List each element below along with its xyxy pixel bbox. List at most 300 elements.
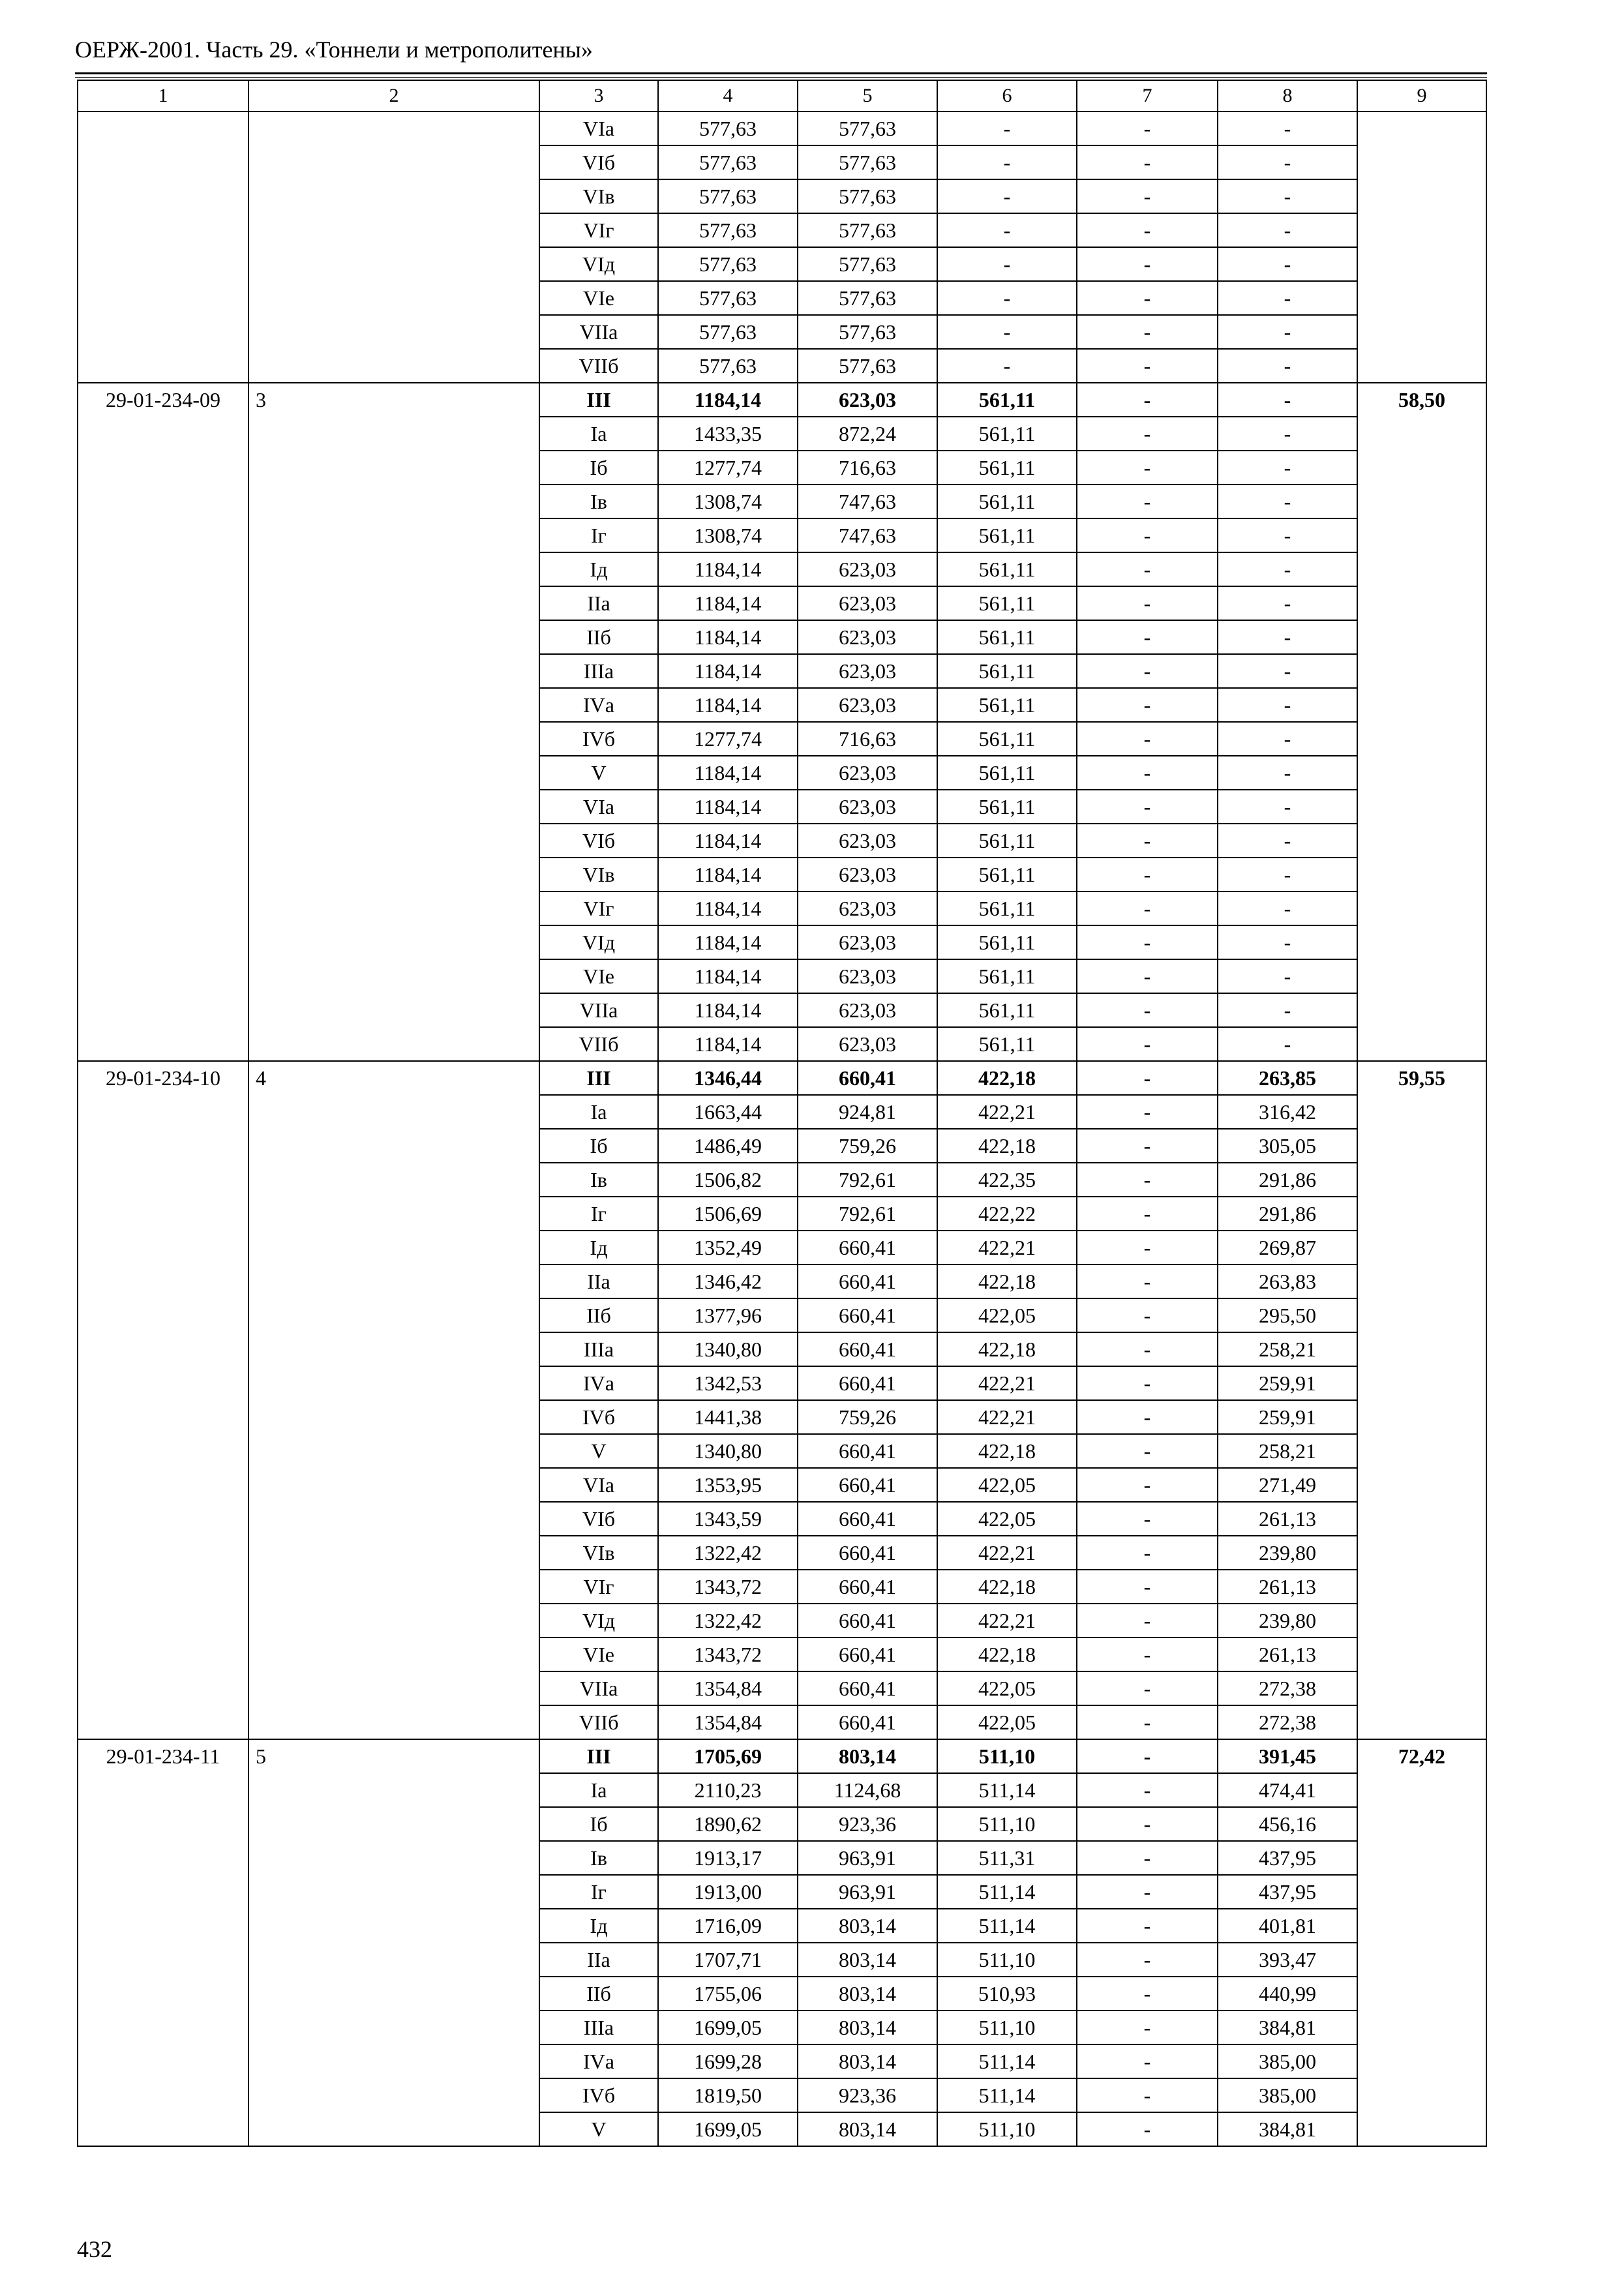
zone-cell: IIб bbox=[539, 1977, 658, 2011]
zone-cell: Iа bbox=[539, 1773, 658, 1807]
materials-cell: - bbox=[1218, 552, 1357, 586]
wages-cell: 660,41 bbox=[798, 1705, 937, 1739]
driver-wages-cell: - bbox=[1077, 1943, 1218, 1977]
wages-cell: 792,61 bbox=[798, 1163, 937, 1197]
wages-cell: 577,63 bbox=[798, 247, 937, 281]
total-cost-cell: 1184,14 bbox=[658, 586, 798, 620]
driver-wages-cell: - bbox=[1077, 688, 1218, 722]
zone-cell: III bbox=[539, 1739, 658, 1773]
wages-cell: 660,41 bbox=[798, 1061, 937, 1095]
zone-cell: VIIа bbox=[539, 315, 658, 349]
machines-cell: 422,21 bbox=[937, 1231, 1077, 1264]
machines-cell: - bbox=[937, 349, 1077, 383]
column-number: 7 bbox=[1077, 80, 1218, 112]
zone-cell: Iд bbox=[539, 1909, 658, 1943]
wages-cell: 660,41 bbox=[798, 1434, 937, 1468]
materials-cell: - bbox=[1218, 790, 1357, 824]
materials-cell: - bbox=[1218, 1027, 1357, 1061]
total-cost-cell: 1184,14 bbox=[658, 688, 798, 722]
materials-cell: 456,16 bbox=[1218, 1807, 1357, 1841]
zone-cell: VIа bbox=[539, 112, 658, 145]
total-cost-cell: 1184,14 bbox=[658, 620, 798, 654]
rates-table bbox=[77, 80, 1487, 2147]
machines-cell: 422,05 bbox=[937, 1298, 1077, 1332]
zone-cell: IVа bbox=[539, 688, 658, 722]
wages-cell: 792,61 bbox=[798, 1197, 937, 1231]
zone-cell: IIа bbox=[539, 1943, 658, 1977]
zone-cell: V bbox=[539, 756, 658, 790]
driver-wages-cell: - bbox=[1077, 1807, 1218, 1841]
driver-wages-cell: - bbox=[1077, 1875, 1218, 1909]
materials-cell: 239,80 bbox=[1218, 1604, 1357, 1638]
materials-cell: 385,00 bbox=[1218, 2044, 1357, 2078]
total-cost-cell: 1184,14 bbox=[658, 1027, 798, 1061]
zone-cell: Iд bbox=[539, 552, 658, 586]
driver-wages-cell: - bbox=[1077, 824, 1218, 858]
column-9-cell: 59,55 bbox=[1357, 1061, 1486, 1739]
wages-cell: 660,41 bbox=[798, 1231, 937, 1264]
page-header-title: ОЕРЖ-2001. Часть 29. «Тоннели и метрополитены» bbox=[75, 37, 593, 63]
machines-cell: 561,11 bbox=[937, 959, 1077, 993]
driver-wages-cell: - bbox=[1077, 959, 1218, 993]
materials-cell: 259,91 bbox=[1218, 1400, 1357, 1434]
zone-cell: Iб bbox=[539, 451, 658, 485]
machines-cell: 510,93 bbox=[937, 1977, 1077, 2011]
zone-cell: IIа bbox=[539, 1264, 658, 1298]
driver-wages-cell: - bbox=[1077, 1129, 1218, 1163]
wages-cell: 623,03 bbox=[798, 1027, 937, 1061]
materials-cell: - bbox=[1218, 824, 1357, 858]
machines-cell: - bbox=[937, 247, 1077, 281]
machines-cell: 422,18 bbox=[937, 1570, 1077, 1604]
materials-cell: 384,81 bbox=[1218, 2112, 1357, 2146]
total-cost-cell: 1184,14 bbox=[658, 756, 798, 790]
materials-cell: 295,50 bbox=[1218, 1298, 1357, 1332]
zone-cell: VIб bbox=[539, 145, 658, 179]
zone-cell: IVб bbox=[539, 2078, 658, 2112]
materials-cell: - bbox=[1218, 281, 1357, 315]
zone-cell: IVа bbox=[539, 1366, 658, 1400]
machines-cell: 511,10 bbox=[937, 1739, 1077, 1773]
wages-cell: 660,41 bbox=[798, 1468, 937, 1502]
materials-cell: - bbox=[1218, 145, 1357, 179]
materials-cell: 437,95 bbox=[1218, 1875, 1357, 1909]
page-number: 432 bbox=[77, 2236, 112, 2262]
machines-cell: 422,18 bbox=[937, 1061, 1077, 1095]
driver-wages-cell: - bbox=[1077, 1298, 1218, 1332]
zone-cell: VIIб bbox=[539, 349, 658, 383]
driver-wages-cell: - bbox=[1077, 2112, 1218, 2146]
driver-wages-cell: - bbox=[1077, 1705, 1218, 1739]
materials-cell: 272,38 bbox=[1218, 1705, 1357, 1739]
driver-wages-cell: - bbox=[1077, 1027, 1218, 1061]
zone-cell: Iа bbox=[539, 1095, 658, 1129]
total-cost-cell: 1308,74 bbox=[658, 518, 798, 552]
table-row bbox=[78, 1739, 1486, 1773]
machines-cell: 422,21 bbox=[937, 1095, 1077, 1129]
table-row bbox=[78, 1061, 1486, 1095]
total-cost-cell: 1343,72 bbox=[658, 1638, 798, 1671]
wages-cell: 623,03 bbox=[798, 891, 937, 925]
machines-cell: 561,11 bbox=[937, 824, 1077, 858]
wages-cell: 577,63 bbox=[798, 213, 937, 247]
machines-cell: 561,11 bbox=[937, 891, 1077, 925]
wages-cell: 660,41 bbox=[798, 1332, 937, 1366]
materials-cell: - bbox=[1218, 620, 1357, 654]
machines-cell: - bbox=[937, 315, 1077, 349]
total-cost-cell: 1346,42 bbox=[658, 1264, 798, 1298]
wages-cell: 623,03 bbox=[798, 383, 937, 417]
zone-cell: III bbox=[539, 383, 658, 417]
wages-cell: 803,14 bbox=[798, 1977, 937, 2011]
zone-cell: VIг bbox=[539, 1570, 658, 1604]
zone-cell: Iв bbox=[539, 1841, 658, 1875]
machines-cell: 422,18 bbox=[937, 1638, 1077, 1671]
header-rule-thin bbox=[75, 77, 1487, 78]
column-number: 1 bbox=[78, 80, 248, 112]
total-cost-cell: 1486,49 bbox=[658, 1129, 798, 1163]
materials-cell: 437,95 bbox=[1218, 1841, 1357, 1875]
driver-wages-cell: - bbox=[1077, 722, 1218, 756]
total-cost-cell: 1343,72 bbox=[658, 1570, 798, 1604]
driver-wages-cell: - bbox=[1077, 1773, 1218, 1807]
zone-cell: VIIб bbox=[539, 1027, 658, 1061]
machines-cell: 561,11 bbox=[937, 1027, 1077, 1061]
driver-wages-cell: - bbox=[1077, 1332, 1218, 1366]
machines-cell: 561,11 bbox=[937, 383, 1077, 417]
materials-cell: - bbox=[1218, 722, 1357, 756]
machines-cell: 511,10 bbox=[937, 1807, 1077, 1841]
driver-wages-cell: - bbox=[1077, 417, 1218, 451]
total-cost-cell: 1277,74 bbox=[658, 451, 798, 485]
table-row bbox=[78, 383, 1486, 417]
machines-cell: 561,11 bbox=[937, 451, 1077, 485]
machines-cell: 422,21 bbox=[937, 1604, 1077, 1638]
total-cost-cell: 1707,71 bbox=[658, 1943, 798, 1977]
driver-wages-cell: - bbox=[1077, 756, 1218, 790]
driver-wages-cell: - bbox=[1077, 145, 1218, 179]
zone-cell: VIг bbox=[539, 213, 658, 247]
machines-cell: 561,11 bbox=[937, 552, 1077, 586]
materials-cell: 384,81 bbox=[1218, 2011, 1357, 2044]
total-cost-cell: 1377,96 bbox=[658, 1298, 798, 1332]
total-cost-cell: 1755,06 bbox=[658, 1977, 798, 2011]
materials-cell: 271,49 bbox=[1218, 1468, 1357, 1502]
driver-wages-cell: - bbox=[1077, 552, 1218, 586]
driver-wages-cell: - bbox=[1077, 1604, 1218, 1638]
column-number: 3 bbox=[539, 80, 658, 112]
driver-wages-cell: - bbox=[1077, 451, 1218, 485]
wages-cell: 623,03 bbox=[798, 756, 937, 790]
wages-cell: 660,41 bbox=[798, 1298, 937, 1332]
materials-cell: 393,47 bbox=[1218, 1943, 1357, 1977]
wages-cell: 623,03 bbox=[798, 858, 937, 891]
driver-wages-cell: - bbox=[1077, 790, 1218, 824]
total-cost-cell: 1705,69 bbox=[658, 1739, 798, 1773]
wages-cell: 923,36 bbox=[798, 2078, 937, 2112]
machines-cell: 561,11 bbox=[937, 688, 1077, 722]
column-number: 8 bbox=[1218, 80, 1357, 112]
column-2-cell: 4 bbox=[248, 1061, 539, 1739]
total-cost-cell: 1433,35 bbox=[658, 417, 798, 451]
materials-cell: - bbox=[1218, 485, 1357, 518]
machines-cell: 561,11 bbox=[937, 925, 1077, 959]
zone-cell: VIе bbox=[539, 959, 658, 993]
total-cost-cell: 1699,05 bbox=[658, 2112, 798, 2146]
machines-cell: 422,05 bbox=[937, 1705, 1077, 1739]
zone-cell: IIб bbox=[539, 1298, 658, 1332]
zone-cell: IIIа bbox=[539, 2011, 658, 2044]
wages-cell: 623,03 bbox=[798, 790, 937, 824]
wages-cell: 803,14 bbox=[798, 2044, 937, 2078]
wages-cell: 623,03 bbox=[798, 824, 937, 858]
machines-cell: 561,11 bbox=[937, 518, 1077, 552]
wages-cell: 660,41 bbox=[798, 1366, 937, 1400]
materials-cell: 272,38 bbox=[1218, 1671, 1357, 1705]
machines-cell: - bbox=[937, 112, 1077, 145]
materials-cell: 291,86 bbox=[1218, 1197, 1357, 1231]
zone-cell: VIд bbox=[539, 1604, 658, 1638]
driver-wages-cell: - bbox=[1077, 1671, 1218, 1705]
materials-cell: 391,45 bbox=[1218, 1739, 1357, 1773]
zone-cell: Iб bbox=[539, 1807, 658, 1841]
zone-cell: Iг bbox=[539, 1197, 658, 1231]
materials-cell: 261,13 bbox=[1218, 1638, 1357, 1671]
machines-cell: 422,18 bbox=[937, 1264, 1077, 1298]
driver-wages-cell: - bbox=[1077, 1197, 1218, 1231]
zone-cell: IVб bbox=[539, 1400, 658, 1434]
total-cost-cell: 577,63 bbox=[658, 179, 798, 213]
wages-cell: 623,03 bbox=[798, 688, 937, 722]
materials-cell: - bbox=[1218, 518, 1357, 552]
wages-cell: 924,81 bbox=[798, 1095, 937, 1129]
total-cost-cell: 577,63 bbox=[658, 315, 798, 349]
driver-wages-cell: - bbox=[1077, 620, 1218, 654]
column-9-cell: 72,42 bbox=[1357, 1739, 1486, 2146]
materials-cell: 263,83 bbox=[1218, 1264, 1357, 1298]
total-cost-cell: 577,63 bbox=[658, 213, 798, 247]
machines-cell: 511,14 bbox=[937, 2044, 1077, 2078]
total-cost-cell: 1184,14 bbox=[658, 552, 798, 586]
wages-cell: 963,91 bbox=[798, 1875, 937, 1909]
table-row bbox=[78, 112, 1486, 145]
materials-cell: - bbox=[1218, 688, 1357, 722]
wages-cell: 623,03 bbox=[798, 925, 937, 959]
zone-cell: VIб bbox=[539, 1502, 658, 1536]
driver-wages-cell: - bbox=[1077, 1739, 1218, 1773]
column-number: 2 bbox=[248, 80, 539, 112]
driver-wages-cell: - bbox=[1077, 518, 1218, 552]
machines-cell: 422,22 bbox=[937, 1197, 1077, 1231]
machines-cell: 422,05 bbox=[937, 1502, 1077, 1536]
zone-cell: Iа bbox=[539, 417, 658, 451]
materials-cell: - bbox=[1218, 891, 1357, 925]
zone-cell: III bbox=[539, 1061, 658, 1095]
total-cost-cell: 1184,14 bbox=[658, 790, 798, 824]
column-9-cell bbox=[1357, 112, 1486, 383]
machines-cell: 511,10 bbox=[937, 1943, 1077, 1977]
machines-cell: 422,05 bbox=[937, 1468, 1077, 1502]
wages-cell: 803,14 bbox=[798, 1909, 937, 1943]
machines-cell: 511,14 bbox=[937, 1909, 1077, 1943]
driver-wages-cell: - bbox=[1077, 654, 1218, 688]
total-cost-cell: 577,63 bbox=[658, 349, 798, 383]
wages-cell: 623,03 bbox=[798, 552, 937, 586]
total-cost-cell: 577,63 bbox=[658, 247, 798, 281]
machines-cell: 561,11 bbox=[937, 790, 1077, 824]
driver-wages-cell: - bbox=[1077, 1366, 1218, 1400]
wages-cell: 577,63 bbox=[798, 281, 937, 315]
machines-cell: 422,05 bbox=[937, 1671, 1077, 1705]
machines-cell: 561,11 bbox=[937, 993, 1077, 1027]
driver-wages-cell: - bbox=[1077, 1570, 1218, 1604]
driver-wages-cell: - bbox=[1077, 1095, 1218, 1129]
machines-cell: 561,11 bbox=[937, 485, 1077, 518]
driver-wages-cell: - bbox=[1077, 1264, 1218, 1298]
driver-wages-cell: - bbox=[1077, 2078, 1218, 2112]
total-cost-cell: 577,63 bbox=[658, 281, 798, 315]
rates-table-body bbox=[78, 80, 1486, 2146]
wages-cell: 803,14 bbox=[798, 2011, 937, 2044]
wages-cell: 803,14 bbox=[798, 1943, 937, 1977]
driver-wages-cell: - bbox=[1077, 112, 1218, 145]
machines-cell: 561,11 bbox=[937, 756, 1077, 790]
total-cost-cell: 1354,84 bbox=[658, 1705, 798, 1739]
total-cost-cell: 1506,82 bbox=[658, 1163, 798, 1197]
machines-cell: 561,11 bbox=[937, 417, 1077, 451]
zone-cell: IIа bbox=[539, 586, 658, 620]
total-cost-cell: 1352,49 bbox=[658, 1231, 798, 1264]
zone-cell: VIб bbox=[539, 824, 658, 858]
total-cost-cell: 1277,74 bbox=[658, 722, 798, 756]
machines-cell: 561,11 bbox=[937, 654, 1077, 688]
driver-wages-cell: - bbox=[1077, 891, 1218, 925]
materials-cell: - bbox=[1218, 756, 1357, 790]
wages-cell: 747,63 bbox=[798, 485, 937, 518]
driver-wages-cell: - bbox=[1077, 349, 1218, 383]
materials-cell: 291,86 bbox=[1218, 1163, 1357, 1197]
zone-cell: V bbox=[539, 2112, 658, 2146]
wages-cell: 623,03 bbox=[798, 654, 937, 688]
materials-cell: 258,21 bbox=[1218, 1434, 1357, 1468]
total-cost-cell: 1354,84 bbox=[658, 1671, 798, 1705]
machines-cell: 422,35 bbox=[937, 1163, 1077, 1197]
materials-cell: - bbox=[1218, 417, 1357, 451]
total-cost-cell: 1353,95 bbox=[658, 1468, 798, 1502]
machines-cell: 422,21 bbox=[937, 1366, 1077, 1400]
total-cost-cell: 1184,14 bbox=[658, 654, 798, 688]
zone-cell: Iг bbox=[539, 518, 658, 552]
total-cost-cell: 1346,44 bbox=[658, 1061, 798, 1095]
materials-cell: 261,13 bbox=[1218, 1502, 1357, 1536]
column-number: 4 bbox=[658, 80, 798, 112]
machines-cell: - bbox=[937, 281, 1077, 315]
zone-cell: Iд bbox=[539, 1231, 658, 1264]
materials-cell: 316,42 bbox=[1218, 1095, 1357, 1129]
machines-cell: - bbox=[937, 179, 1077, 213]
total-cost-cell: 1184,14 bbox=[658, 959, 798, 993]
wages-cell: 716,63 bbox=[798, 722, 937, 756]
wages-cell: 660,41 bbox=[798, 1604, 937, 1638]
materials-cell: 263,85 bbox=[1218, 1061, 1357, 1095]
total-cost-cell: 1184,14 bbox=[658, 858, 798, 891]
materials-cell: 239,80 bbox=[1218, 1536, 1357, 1570]
driver-wages-cell: - bbox=[1077, 993, 1218, 1027]
wages-cell: 803,14 bbox=[798, 1739, 937, 1773]
machines-cell: 561,11 bbox=[937, 620, 1077, 654]
total-cost-cell: 1699,05 bbox=[658, 2011, 798, 2044]
driver-wages-cell: - bbox=[1077, 247, 1218, 281]
machines-cell: 561,11 bbox=[937, 858, 1077, 891]
total-cost-cell: 1343,59 bbox=[658, 1502, 798, 1536]
zone-cell: Iв bbox=[539, 1163, 658, 1197]
total-cost-cell: 1506,69 bbox=[658, 1197, 798, 1231]
zone-cell: VIе bbox=[539, 281, 658, 315]
driver-wages-cell: - bbox=[1077, 315, 1218, 349]
wages-cell: 660,41 bbox=[798, 1536, 937, 1570]
wages-cell: 660,41 bbox=[798, 1502, 937, 1536]
machines-cell: 511,31 bbox=[937, 1841, 1077, 1875]
total-cost-cell: 577,63 bbox=[658, 112, 798, 145]
driver-wages-cell: - bbox=[1077, 1909, 1218, 1943]
materials-cell: - bbox=[1218, 213, 1357, 247]
machines-cell: 422,18 bbox=[937, 1332, 1077, 1366]
wages-cell: 759,26 bbox=[798, 1129, 937, 1163]
materials-cell: - bbox=[1218, 654, 1357, 688]
total-cost-cell: 1322,42 bbox=[658, 1604, 798, 1638]
total-cost-cell: 1663,44 bbox=[658, 1095, 798, 1129]
zone-cell: VIд bbox=[539, 247, 658, 281]
materials-cell: - bbox=[1218, 993, 1357, 1027]
zone-cell: V bbox=[539, 1434, 658, 1468]
materials-cell: - bbox=[1218, 112, 1357, 145]
driver-wages-cell: - bbox=[1077, 383, 1218, 417]
driver-wages-cell: - bbox=[1077, 1400, 1218, 1434]
zone-cell: IVб bbox=[539, 722, 658, 756]
wages-cell: 660,41 bbox=[798, 1264, 937, 1298]
total-cost-cell: 1184,14 bbox=[658, 993, 798, 1027]
zone-cell: VIIа bbox=[539, 993, 658, 1027]
driver-wages-cell: - bbox=[1077, 1977, 1218, 2011]
wages-cell: 660,41 bbox=[798, 1638, 937, 1671]
machines-cell: 422,18 bbox=[937, 1434, 1077, 1468]
zone-cell: VIа bbox=[539, 790, 658, 824]
wages-cell: 577,63 bbox=[798, 112, 937, 145]
zone-cell: VIг bbox=[539, 891, 658, 925]
materials-cell: - bbox=[1218, 349, 1357, 383]
materials-cell: - bbox=[1218, 247, 1357, 281]
zone-cell: IVа bbox=[539, 2044, 658, 2078]
materials-cell: - bbox=[1218, 383, 1357, 417]
column-number: 6 bbox=[937, 80, 1077, 112]
driver-wages-cell: - bbox=[1077, 1231, 1218, 1264]
machines-cell: - bbox=[937, 213, 1077, 247]
column-2-cell bbox=[248, 112, 539, 383]
wages-cell: 803,14 bbox=[798, 2112, 937, 2146]
wages-cell: 747,63 bbox=[798, 518, 937, 552]
driver-wages-cell: - bbox=[1077, 1434, 1218, 1468]
total-cost-cell: 1340,80 bbox=[658, 1332, 798, 1366]
driver-wages-cell: - bbox=[1077, 1638, 1218, 1671]
column-2-cell: 5 bbox=[248, 1739, 539, 2146]
materials-cell: 401,81 bbox=[1218, 1909, 1357, 1943]
rate-code-cell: 29-01-234-10 bbox=[78, 1061, 248, 1739]
materials-cell: 269,87 bbox=[1218, 1231, 1357, 1264]
wages-cell: 1124,68 bbox=[798, 1773, 937, 1807]
driver-wages-cell: - bbox=[1077, 1841, 1218, 1875]
driver-wages-cell: - bbox=[1077, 213, 1218, 247]
zone-cell: IIIа bbox=[539, 1332, 658, 1366]
